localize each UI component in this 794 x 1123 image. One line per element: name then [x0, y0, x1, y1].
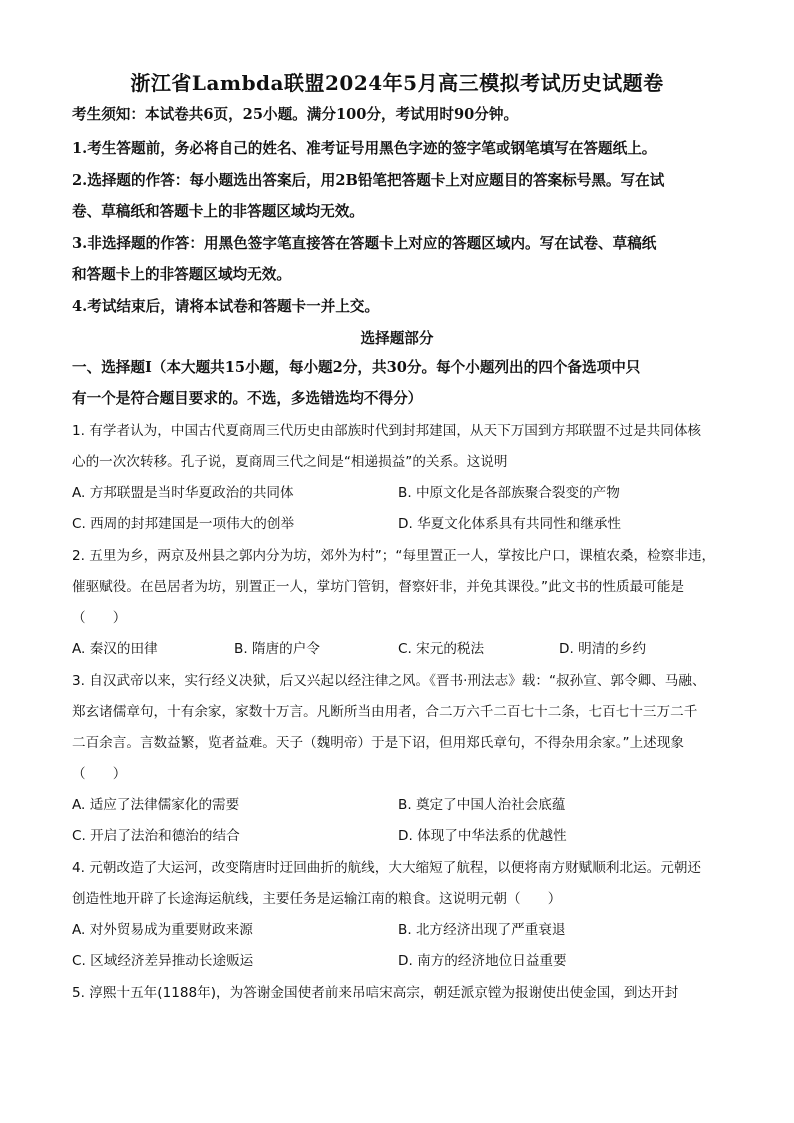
answer-bracket: （ ）: [72, 610, 127, 626]
option-b: B. 北方经济出现了严重衰退: [398, 922, 566, 938]
part1-heading-line-2: 有一个是符合题目要求的。不选，多选错选均不得分）: [72, 390, 423, 407]
notice-item-2-line-1: 2.选择题的作答：每小题选出答案后，用2B铅笔把答题卡上对应题目的答案标号黑。写在试: [72, 172, 665, 189]
option-d: D. 明清的乡约: [559, 641, 647, 657]
option-b: B. 隋唐的户令: [234, 641, 320, 657]
option-a: A. 适应了法律儒家化的需要: [72, 797, 240, 813]
question-text-line: 1. 有学者认为，中国古代夏商周三代历史由部族时代到封邦建国，从天下万国到方邦联盟不过是共同体核: [72, 423, 702, 439]
notice-item-3-line-2: 和答题卡上的非答题区域均无效。: [72, 266, 291, 283]
option-a: A. 秦汉的田律: [72, 641, 158, 657]
notice-item-2-line-2: 卷、草稿纸和答题卡上的非答题区域均无效。: [72, 203, 364, 220]
notice-item-3-line-1: 3.非选择题的作答：用黑色签字笔直接答在答题卡上对应的答题区域内。写在试卷、草稿纸: [72, 235, 657, 252]
section-title: 选择题部分: [360, 330, 434, 347]
option-d: D. 体现了中华法系的优越性: [398, 828, 567, 844]
part1-heading-line-1: 一、选择题Ⅰ（本大题共15小题，每小题2分，共30分。每个小题列出的四个备选项中只: [72, 359, 641, 376]
question-text-line: 心的一次次转移。孔子说，夏商周三代之间是“相递损益”的关系。这说明: [72, 454, 508, 470]
question-text-line: 2. 五里为乡，两京及州县之郭内分为坊，郊外为村”；“每里置正一人，掌按比户口，课植农桑，检察非违，: [72, 548, 716, 564]
page-title: 浙江省Lambda联盟2024年5月高三模拟考试历史试题卷: [130, 71, 664, 95]
option-a: A. 对外贸易成为重要财政来源: [72, 922, 253, 938]
question-text-line: 郑玄诸儒章句，十有余家，家数十万言。凡断所当由用者，合二万六千二百七十二条，七百七十三万二千: [72, 704, 698, 720]
option-a: A. 方邦联盟是当时华夏政治的共同体: [72, 485, 294, 501]
option-c: C. 开启了法治和德治的结合: [72, 828, 240, 844]
question-text-line: 3. 自汉武帝以来，实行经义决狱，后又兴起以经注律之风。《晋书·刑法志》载：“叔孙宣、郭令卿、马融、: [72, 673, 706, 689]
option-b: B. 中原文化是各部族聚合裂变的产物: [398, 485, 620, 501]
option-d: D. 华夏文化体系具有共同性和继承性: [398, 516, 622, 532]
question-text-line: 创造性地开辟了长途海运航线，主要任务是运输江南的粮食。这说明元朝（ ）: [72, 891, 562, 907]
notice-item-4: 4.考试结束后，请将本试卷和答题卡一并上交。: [72, 298, 380, 315]
question-text-line: 4. 元朝改造了大运河，改变隋唐时迂回曲折的航线，大大缩短了航程，以便将南方财赋顺利北运。元朝还: [72, 860, 702, 876]
option-d: D. 南方的经济地位日益重要: [398, 953, 567, 969]
question-text-line: 二百余言。言数益繁，览者益难。天子（魏明帝）于是下诏，但用郑氏章句，不得杂用余家。”上述现象: [72, 735, 684, 751]
answer-bracket: （ ）: [72, 766, 127, 782]
option-b: B. 奠定了中国人治社会底蕴: [398, 797, 566, 813]
question-text-line: 5. 淳熙十五年(1188年)，为答谢金国使者前来吊唁宋高宗，朝廷派京镗为报谢使出使金国，到达开封: [72, 985, 679, 1001]
notice-intro: 考生须知：本试卷共6页，25小题。满分100分，考试用时90分钟。: [72, 106, 519, 123]
question-text-line: 催驱赋役。在邑居者为坊，别置正一人，掌坊门管钥，督察奸非，并免其课役。”此文书的性质最可能是: [72, 579, 684, 595]
option-c: C. 宋元的税法: [398, 641, 485, 657]
notice-item-1: 1.考生答题前，务必将自己的姓名、准考证号用黑色字迹的签字笔或钢笔填写在答题纸上。: [72, 140, 657, 157]
option-c: C. 区域经济差异推动长途贩运: [72, 953, 254, 969]
option-c: C. 西周的封邦建国是一项伟大的创举: [72, 516, 295, 532]
